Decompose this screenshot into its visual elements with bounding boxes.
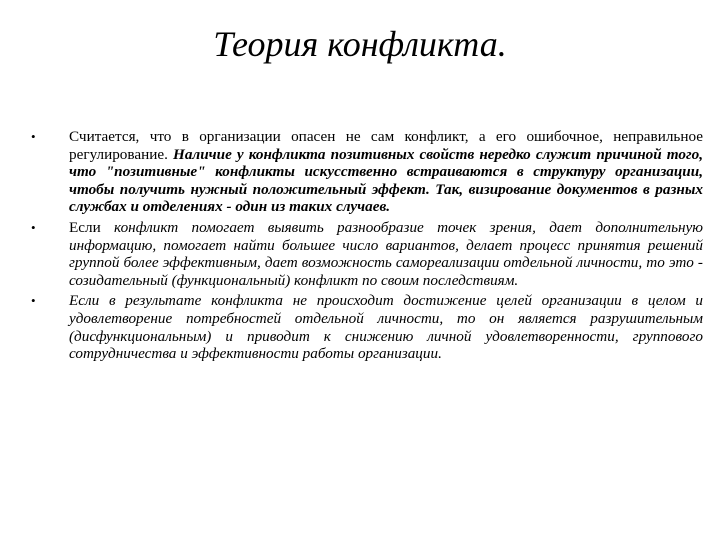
slide-title: Теория конфликта. (213, 24, 507, 64)
bullet-item-1 (31, 128, 703, 216)
bullet-1-emphasis-text: Наличие у конфликта позитивных свойств нередко служит причиной того, что "позитивные" конфликты искусственно встраиваются в структуру организации, чтобы получить нужный положительный эффект. Так, визирование документов в разных службах и отделениях - один из таких случаев. (69, 145, 704, 216)
bullet-item-2 (31, 219, 703, 289)
bullet-3-italic-text: Если в результате конфликта не происходит достижение целей организации в целом и удовлетворение потребностей отдельной личности, то он является разрушительным (дисфункциональным) и приводит к снижению личной удовлетворенности, группового сотрудничества и эффективности работы организации. (69, 292, 703, 363)
bullet-item-3 (31, 292, 703, 362)
bullet-1-plain-text: Считается, что в организации опасен не сам конфликт, а его ошибочное, неправильное регулирование. (69, 128, 703, 163)
bullet-marker: • (31, 129, 36, 144)
bullet-list (31, 128, 703, 366)
bullet-marker: • (31, 293, 36, 309)
bullet-marker: • (31, 219, 36, 235)
bullet-2-plain-text: Если (69, 218, 115, 236)
bullet-2-italic-text: конфликт помогает выявить разнообразие точек зрения, дает дополнительную информацию, помогает найти большее число вариантов, делает процесс принятия решений группой более эффективным, дает возможность самореализации отдельной личности, то это - созидательный (функциональный) конфликт по своим последствиям. (69, 218, 703, 289)
